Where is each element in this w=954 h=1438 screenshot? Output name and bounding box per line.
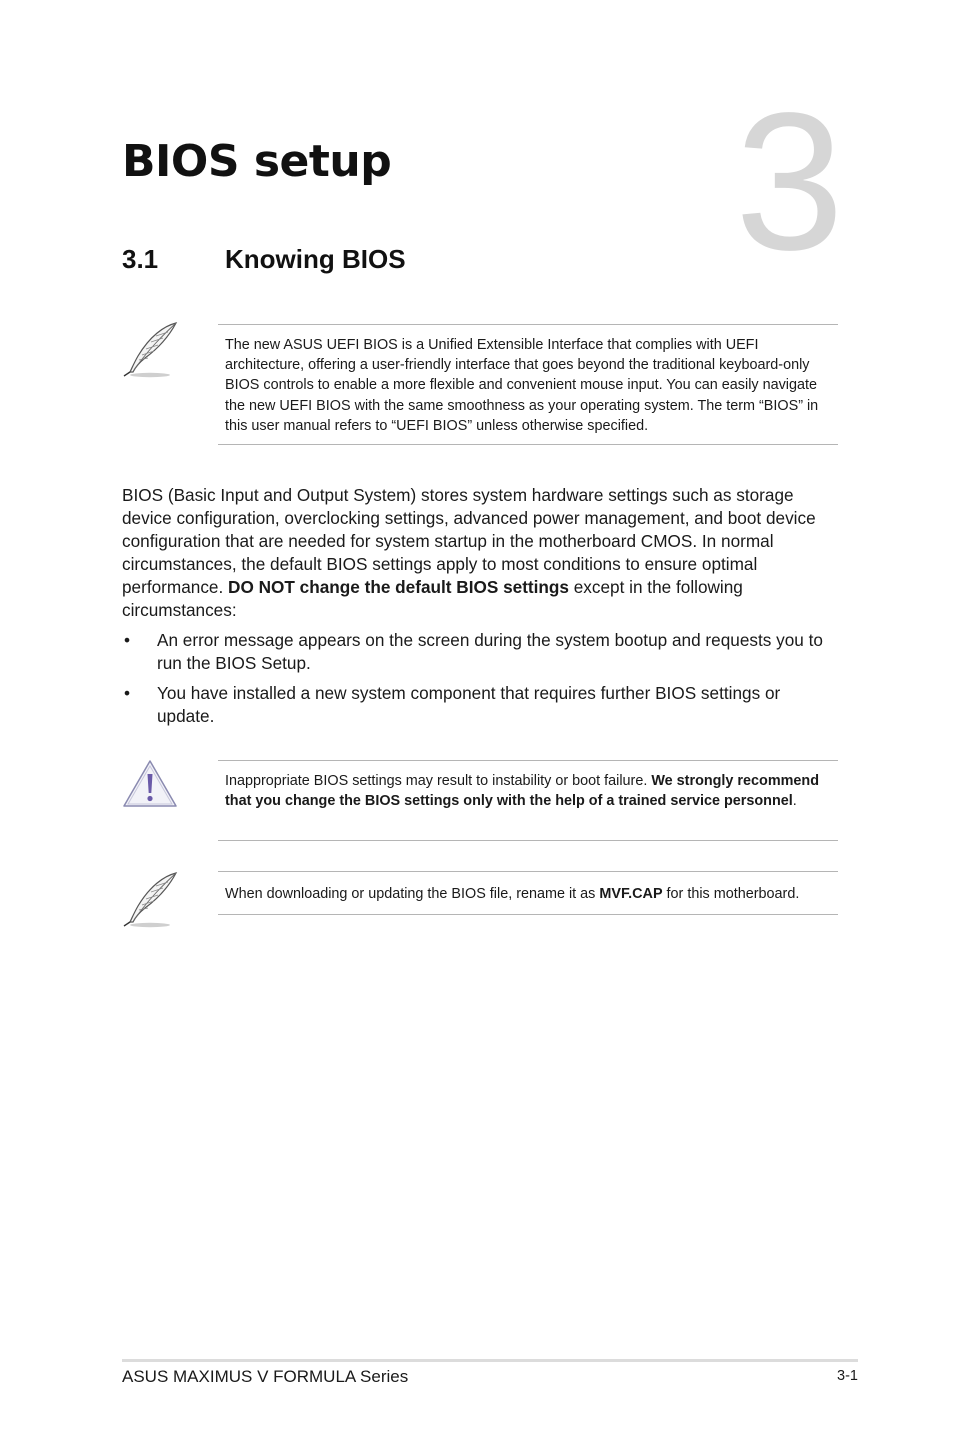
note-box [218,871,838,915]
section-number: 3.1 [122,244,159,274]
caution-box [218,760,838,841]
page-number: 3-1 [837,1368,858,1384]
list-item-text: An error message appears on the screen during the system bootup and requests you to run the BIOS Setup. [157,630,823,673]
footer-product-name: ASUS MAXIMUS V FORMULA Series [122,1367,409,1386]
note-text [218,884,838,904]
list-item [122,629,838,675]
note-text-end: for this motherboard. [662,886,800,902]
filename-bold-text: MVF.CAP [599,886,663,902]
footer-divider [122,1359,858,1362]
bullet-marker: • [124,683,131,703]
section-title: Knowing BIOS [225,244,406,274]
section-heading [122,244,406,275]
caution-text [218,771,838,811]
caution-bold-text: We strongly recommend that you change the BIOS settings only with the help of a trained service personnel [225,773,820,810]
paragraph-text-end: except in the following circumstances: [122,577,743,620]
bullet-list [122,629,838,735]
paragraph-text: BIOS (Basic Input and Output System) stores system hardware settings such as storage device configuration, overclocking settings, advanced power management, and boot device configuration that are needed for system startup in the motherboard CMOS. In normal circumstances, the default BIOS settings apply to most conditions to ensure optimal performance. [122,485,816,597]
feather-pen-icon [120,870,182,935]
bullet-marker: • [124,630,131,650]
feather-pen-icon [120,320,182,385]
warning-triangle-icon [120,758,180,815]
caution-text-start: Inappropriate BIOS settings may result to instability or boot failure. [225,773,652,789]
list-item [122,682,838,728]
paragraph-bold-text: DO NOT change the default BIOS settings [228,577,569,597]
list-item-text: You have installed a new system component that requires further BIOS settings or update. [157,683,781,726]
note-text: The new ASUS UEFI BIOS is a Unified Extensible Interface that complies with UEFI architecture, offering a user-friendly interface that goes beyond the traditional keyboard-only BIOS controls to enable a more flexible and convenient mouse input. You can easily navigate the new UEFI BIOS with the same smoothness as your operating system. The term “BIOS” in this user manual refers to “UEFI BIOS” unless otherwise specified. [225,337,819,434]
caution-text-end: . [792,793,797,810]
chapter-title: BIOS setup [122,136,392,187]
note-box [218,324,838,445]
note-text-start: When downloading or updating the BIOS file, rename it as [225,886,600,902]
chapter-number: 3 [735,72,841,291]
intro-paragraph [122,484,842,622]
